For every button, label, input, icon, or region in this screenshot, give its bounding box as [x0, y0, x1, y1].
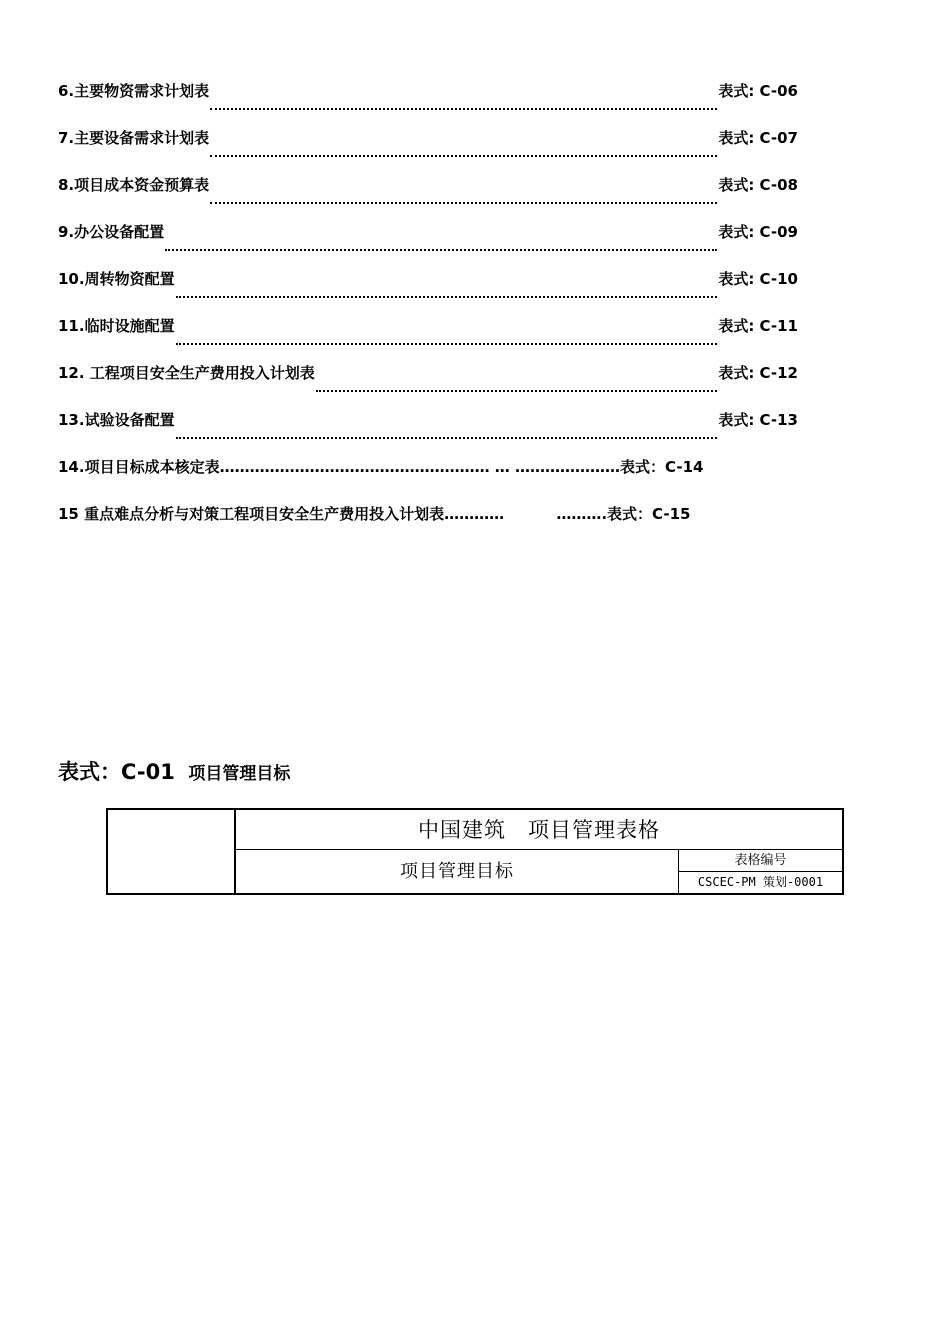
toc-leader — [210, 155, 717, 157]
toc-entry-code: 表式: C-13 — [718, 411, 798, 429]
form-code-cell — [678, 850, 842, 893]
toc-entry-title: 15 重点难点分析与对策工程项目安全生产费用投入计划表 — [58, 505, 445, 523]
table-of-contents — [58, 80, 798, 550]
toc-entry-c09[interactable] — [58, 221, 798, 268]
toc-entry-code: 表式: C-11 — [718, 317, 798, 335]
toc-entry-code: 表式: C-08 — [718, 176, 798, 194]
toc-leader: ………… ………. — [444, 505, 608, 523]
form-code-label: 表格编号 — [679, 850, 842, 872]
toc-entry-title: 11.临时设施配置 — [58, 317, 175, 335]
section-label: 表式：C-01 — [58, 760, 175, 784]
form-title: 中国建筑 项目管理表格 — [236, 810, 842, 850]
toc-entry-c12[interactable] — [58, 362, 798, 409]
toc-entry-c15[interactable] — [58, 503, 798, 550]
toc-entry-c11[interactable] — [58, 315, 798, 362]
toc-entry-code: 表式: C-09 — [718, 223, 798, 241]
form-code-value: CSCEC-PM 策划-0001 — [697, 875, 824, 889]
form-name: 项目管理目标 — [400, 861, 514, 882]
section-heading — [58, 756, 290, 786]
logo-cell — [108, 810, 236, 893]
toc-leader — [176, 296, 718, 298]
toc-entry-title: 9.办公设备配置 — [58, 223, 165, 241]
toc-entry-c08[interactable] — [58, 174, 798, 221]
toc-entry-c13[interactable] — [58, 409, 798, 456]
toc-leader — [210, 202, 717, 204]
toc-entry-code: 表式: C-10 — [718, 270, 798, 288]
toc-leader — [210, 108, 717, 110]
toc-entry-title: 12. 工程项目安全生产费用投入计划表 — [58, 364, 315, 382]
toc-entry-c10[interactable] — [58, 268, 798, 315]
toc-leader: ……………………………………………… … ………………… — [219, 458, 621, 476]
toc-entry-code: 表式：C-14 — [620, 458, 704, 476]
toc-entry-c07[interactable] — [58, 127, 798, 174]
toc-entry-title: 10.周转物资配置 — [58, 270, 175, 288]
toc-leader — [176, 343, 718, 345]
toc-entry-code: 表式：C-15 — [607, 505, 691, 523]
toc-entry-title: 8.项目成本资金预算表 — [58, 176, 210, 194]
toc-leader — [165, 249, 717, 251]
toc-leader — [316, 390, 718, 392]
toc-entry-title: 6.主要物资需求计划表 — [58, 82, 210, 100]
toc-leader — [176, 437, 718, 439]
toc-entry-code: 表式: C-07 — [718, 129, 798, 147]
section-subtitle: 项目管理目标 — [188, 764, 291, 784]
form-header-table — [106, 808, 844, 895]
toc-entry-code: 表式: C-06 — [718, 82, 798, 100]
toc-entry-title: 13.试验设备配置 — [58, 411, 175, 429]
toc-entry-c14[interactable] — [58, 456, 798, 503]
toc-entry-title: 7.主要设备需求计划表 — [58, 129, 210, 147]
toc-entry-title: 14.项目目标成本核定表 — [58, 458, 220, 476]
toc-entry-c06[interactable] — [58, 80, 798, 127]
toc-entry-code: 表式: C-12 — [718, 364, 798, 382]
